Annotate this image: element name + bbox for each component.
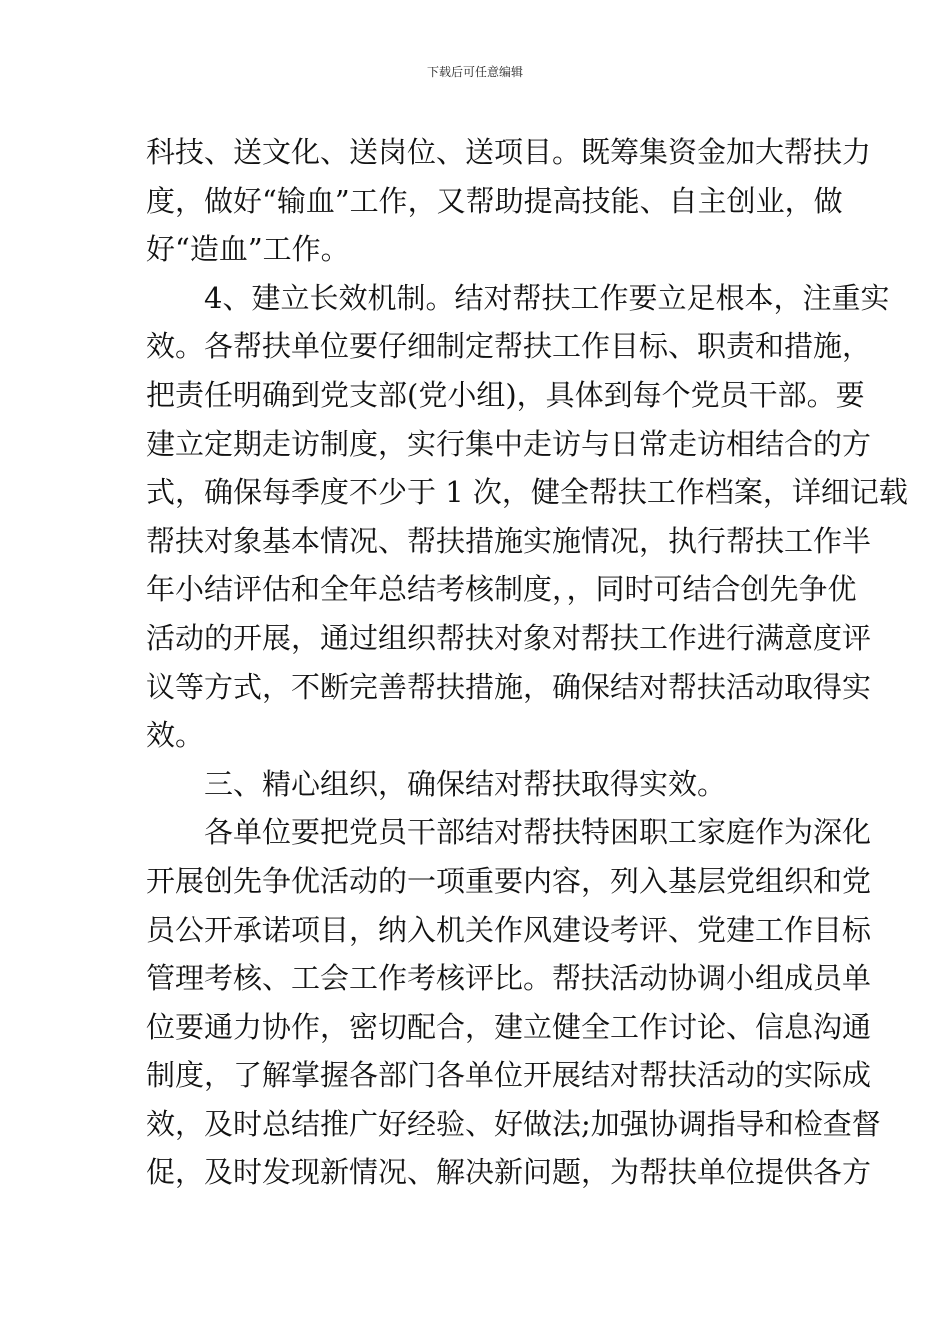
text-line: 活动的开展，通过组织帮扶对象对帮扶工作进行满意度评: [146, 620, 872, 655]
text-line: 效。: [146, 718, 205, 753]
text-line: 位要通力协作，密切配合，建立健全工作讨论、信息沟通: [146, 1009, 872, 1044]
text-line: 度，做好“输血”工作，又帮助提高技能、自主创业，做: [146, 183, 843, 218]
text-line: 效。各帮扶单位要仔细制定帮扶工作目标、职责和措施，: [146, 329, 872, 364]
text-line: 效，及时总结推广好经验、好做法;加强协调指导和检查督: [146, 1106, 881, 1141]
text-line: 制度，了解掌握各部门各单位开展结对帮扶活动的实际成: [146, 1058, 872, 1093]
text-line: 员公开承诺项目，纳入机关作风建设考评、党建工作目标: [146, 912, 872, 947]
text-line: 科技、送文化、送岗位、送项目。既筹集资金加大帮扶力: [146, 135, 872, 169]
text-line: 促，及时发现新情况、解决新问题，为帮扶单位提供各方: [146, 1155, 872, 1190]
text-line: 帮扶对象基本情况、帮扶措施实施情况，执行帮扶工作半: [146, 523, 872, 558]
text-line: 管理考核、工会工作考核评比。帮扶活动协调小组成员单: [146, 961, 872, 996]
text-line: 4、建立长效机制。结对帮扶工作要立足根本，注重实: [204, 280, 890, 315]
text-line: 把责任明确到党支部(党小组)，具体到每个党员干部。要: [146, 377, 865, 412]
text-line: 年小结评估和全年总结考核制度，，同时可结合创先争优: [146, 572, 857, 607]
page-header: 下载后可任意编辑: [426, 65, 523, 79]
text-line: 三、精心组织，确保结对帮扶取得实效。: [204, 766, 727, 801]
text-line: 议等方式，不断完善帮扶措施，确保结对帮扶活动取得实: [146, 669, 872, 704]
text-line: 式，确保每季度不少于 1 次，健全帮扶工作档案，详细记载: [146, 475, 908, 510]
text-line: 建立定期走访制度，实行集中走访与日常走访相结合的方: [146, 426, 872, 461]
document-body: [146, 128, 908, 1197]
text-line: 开展创先争优活动的一项重要内容，列入基层党组织和党: [146, 863, 872, 898]
text-line: 各单位要把党员干部结对帮扶特困职工家庭作为深化: [204, 815, 872, 850]
text-line: 好“造血”工作。: [146, 232, 350, 267]
